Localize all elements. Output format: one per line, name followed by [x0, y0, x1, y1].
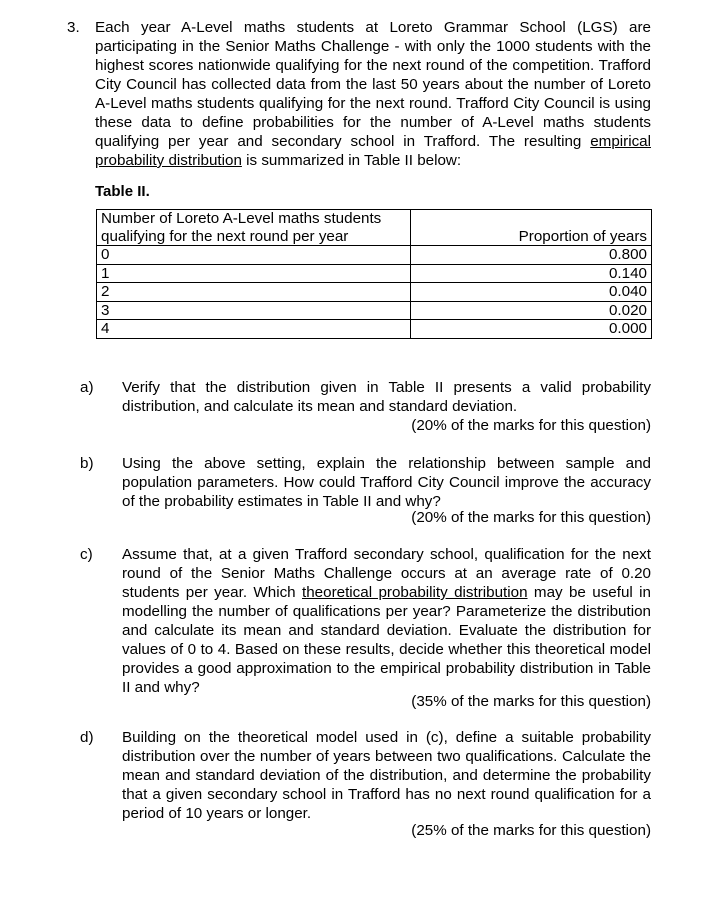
part-b-marks: (20% of the marks for this question): [411, 509, 651, 526]
part-c-text-before: Assume that, at a given Trafford secondary school, qualification for the next round of the Senior Maths Challenge occurs at an average rate of 0.20 students per year. Which: [122, 546, 651, 601]
part-c-text: [122, 545, 651, 697]
cell-p: 0.800: [411, 246, 652, 265]
table-caption: Table II.: [95, 183, 150, 200]
cell-x: 0: [97, 246, 411, 265]
part-b-text: Using the above setting, explain the relationship between sample and population parameters. How could Trafford City Council improve the accuracy of the probability estimates in Table II and why?: [122, 455, 651, 510]
question-number: 3.: [67, 19, 80, 36]
intro-text-before: Each year A-Level maths students at Loreto Grammar School (LGS) are participating in the Senior Maths Challenge - with only the 1000 students with the highest scores nationwide qualifying for the next round of the competition. Trafford City Council has collected data from the last 50 years about the number of Loreto A-Level maths students qualifying for the next round. Trafford City Council is using these data to define probabilities for the number of A-Level maths students qualifying per year and secondary school in Trafford. The resulting: [95, 19, 651, 150]
cell-x: 2: [97, 283, 411, 302]
intro-underlined-term: empirical probability distribution: [95, 133, 651, 169]
cell-p: 0.140: [411, 264, 652, 283]
question-intro: [95, 18, 651, 170]
cell-p: 0.040: [411, 283, 652, 302]
cell-x: 4: [97, 320, 411, 339]
part-c-marks: (35% of the marks for this question): [411, 693, 651, 710]
part-c-underlined-term: theoretical probability distribution: [302, 584, 528, 601]
part-b-label: b): [80, 455, 94, 472]
table-row: [97, 301, 652, 320]
table-row: [97, 320, 652, 339]
cell-x: 1: [97, 264, 411, 283]
table-header-row: [97, 210, 652, 246]
cell-p: 0.020: [411, 301, 652, 320]
part-a-text: Verify that the distribution given in Table II presents a valid probability distribution, and calculate its mean and standard deviation.: [122, 379, 651, 415]
part-d-label: d): [80, 729, 94, 746]
part-d-text: Building on the theoretical model used in (c), define a suitable probability distribution over the number of years between two qualifications. Calculate the mean and standard deviation of the distribution, and determine the probability that a given secondary school in Trafford has no next round qualification for a period of 10 years or longer.: [122, 729, 651, 822]
header-proportion: Proportion of years: [411, 210, 652, 246]
part-d-marks: (25% of the marks for this question): [411, 822, 651, 839]
cell-p: 0.000: [411, 320, 652, 339]
table-row: [97, 283, 652, 302]
table-row: [97, 246, 652, 265]
intro-text-after: is summarized in Table II below:: [241, 152, 462, 169]
part-c-label: c): [80, 546, 93, 563]
table-row: [97, 264, 652, 283]
part-a-label: a): [80, 379, 94, 396]
probability-table: [96, 209, 652, 339]
cell-x: 3: [97, 301, 411, 320]
part-c-text-after: may be useful in modelling the number of qualifications per year? Parameterize the distribution and calculate its mean and standard deviation. Evaluate the distribution for values of 0 to 4. Based on these results, decide whether this theoretical model provides a good approximation to the empirical probability distribution in Table II and why?: [122, 584, 651, 696]
part-a-marks: (20% of the marks for this question): [411, 417, 651, 434]
header-number-qualifying: Number of Loreto A-Level maths students qualifying for the next round per year: [97, 210, 411, 246]
